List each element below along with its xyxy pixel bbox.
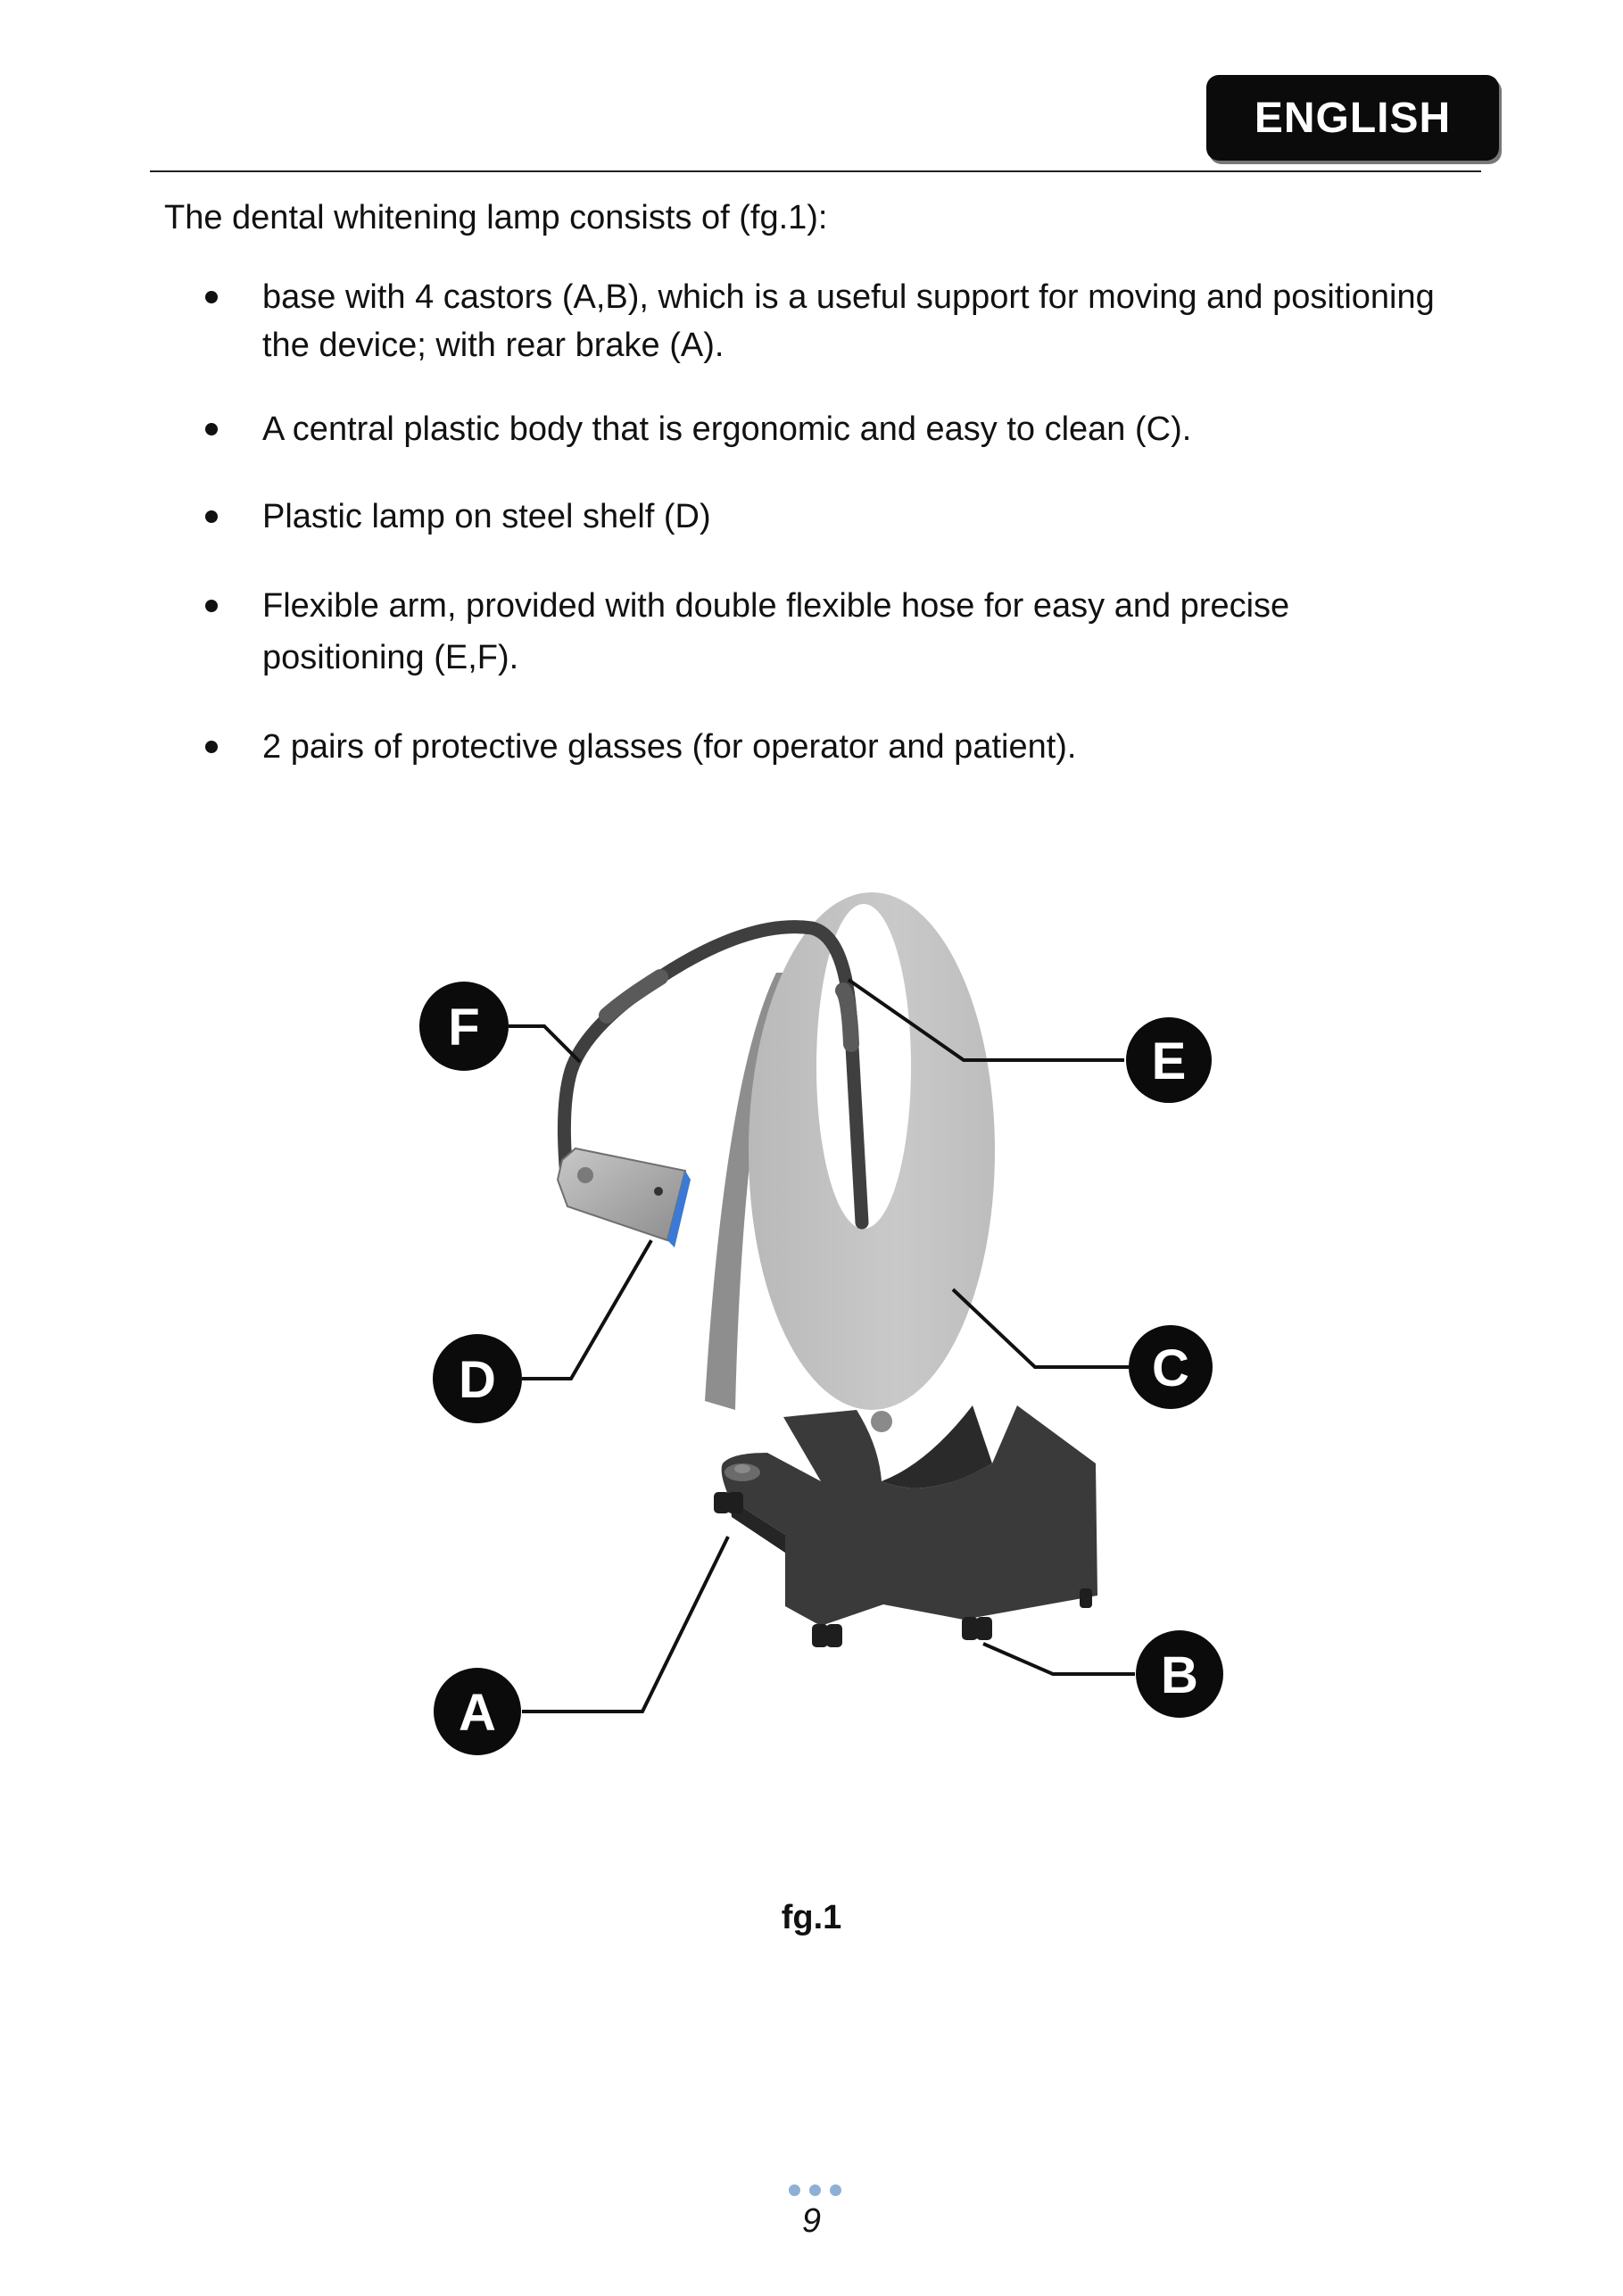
castor-icon bbox=[1080, 1588, 1092, 1608]
intro-text: The dental whitening lamp consists of (fg.1): bbox=[164, 199, 828, 236]
castor-icon bbox=[812, 1624, 842, 1647]
callout-d-label: D bbox=[459, 1351, 496, 1409]
callout-c-label: C bbox=[1152, 1339, 1189, 1397]
castor-icon bbox=[962, 1617, 992, 1640]
castor-icon bbox=[714, 1492, 743, 1513]
list-item-line: positioning (E,F). bbox=[262, 639, 519, 676]
list-item bbox=[211, 493, 1486, 541]
bullet-icon bbox=[205, 741, 218, 753]
base bbox=[722, 1405, 1097, 1626]
list-item-line: Flexible arm, provided with double flexible hose for easy and precise bbox=[262, 587, 1290, 625]
page-dots-icon bbox=[789, 2184, 841, 2196]
list-item-line: Plastic lamp on steel shelf (D) bbox=[262, 498, 711, 535]
figure-caption: fg.1 bbox=[781, 1899, 842, 1936]
header-rule bbox=[150, 170, 1481, 172]
list-item-line: A central plastic body that is ergonomic and easy to clean (C). bbox=[262, 410, 1192, 448]
page-number: 9 bbox=[801, 2202, 822, 2240]
callout-a-label: A bbox=[459, 1684, 496, 1742]
callout-e bbox=[1126, 1017, 1212, 1103]
lamp-figure bbox=[393, 892, 1249, 1785]
bullet-icon bbox=[205, 600, 218, 612]
callout-f bbox=[419, 982, 509, 1071]
language-label: ENGLISH bbox=[1254, 94, 1452, 142]
language-badge bbox=[1206, 75, 1499, 161]
callout-b-label: B bbox=[1161, 1646, 1198, 1704]
callout-f-label: F bbox=[448, 999, 480, 1057]
bullet-icon bbox=[205, 291, 218, 303]
list-item bbox=[211, 273, 1486, 369]
callout-d bbox=[433, 1334, 522, 1423]
list-item bbox=[211, 723, 1486, 771]
callout-c bbox=[1129, 1325, 1213, 1409]
callout-a bbox=[434, 1668, 521, 1755]
list-item-line: the device; with rear brake (A). bbox=[262, 327, 725, 364]
bullet-icon bbox=[205, 510, 218, 523]
list-item-line: base with 4 castors (A,B), which is a useful support for moving and positioning bbox=[262, 278, 1435, 316]
lamp-head bbox=[558, 1148, 691, 1247]
list-item-line: 2 pairs of protective glasses (for operator and patient). bbox=[262, 728, 1077, 766]
callout-b bbox=[1136, 1630, 1223, 1718]
callout-e-label: E bbox=[1151, 1032, 1187, 1090]
list-item bbox=[211, 405, 1486, 453]
bullet-icon bbox=[205, 423, 218, 435]
list-item bbox=[211, 582, 1486, 682]
